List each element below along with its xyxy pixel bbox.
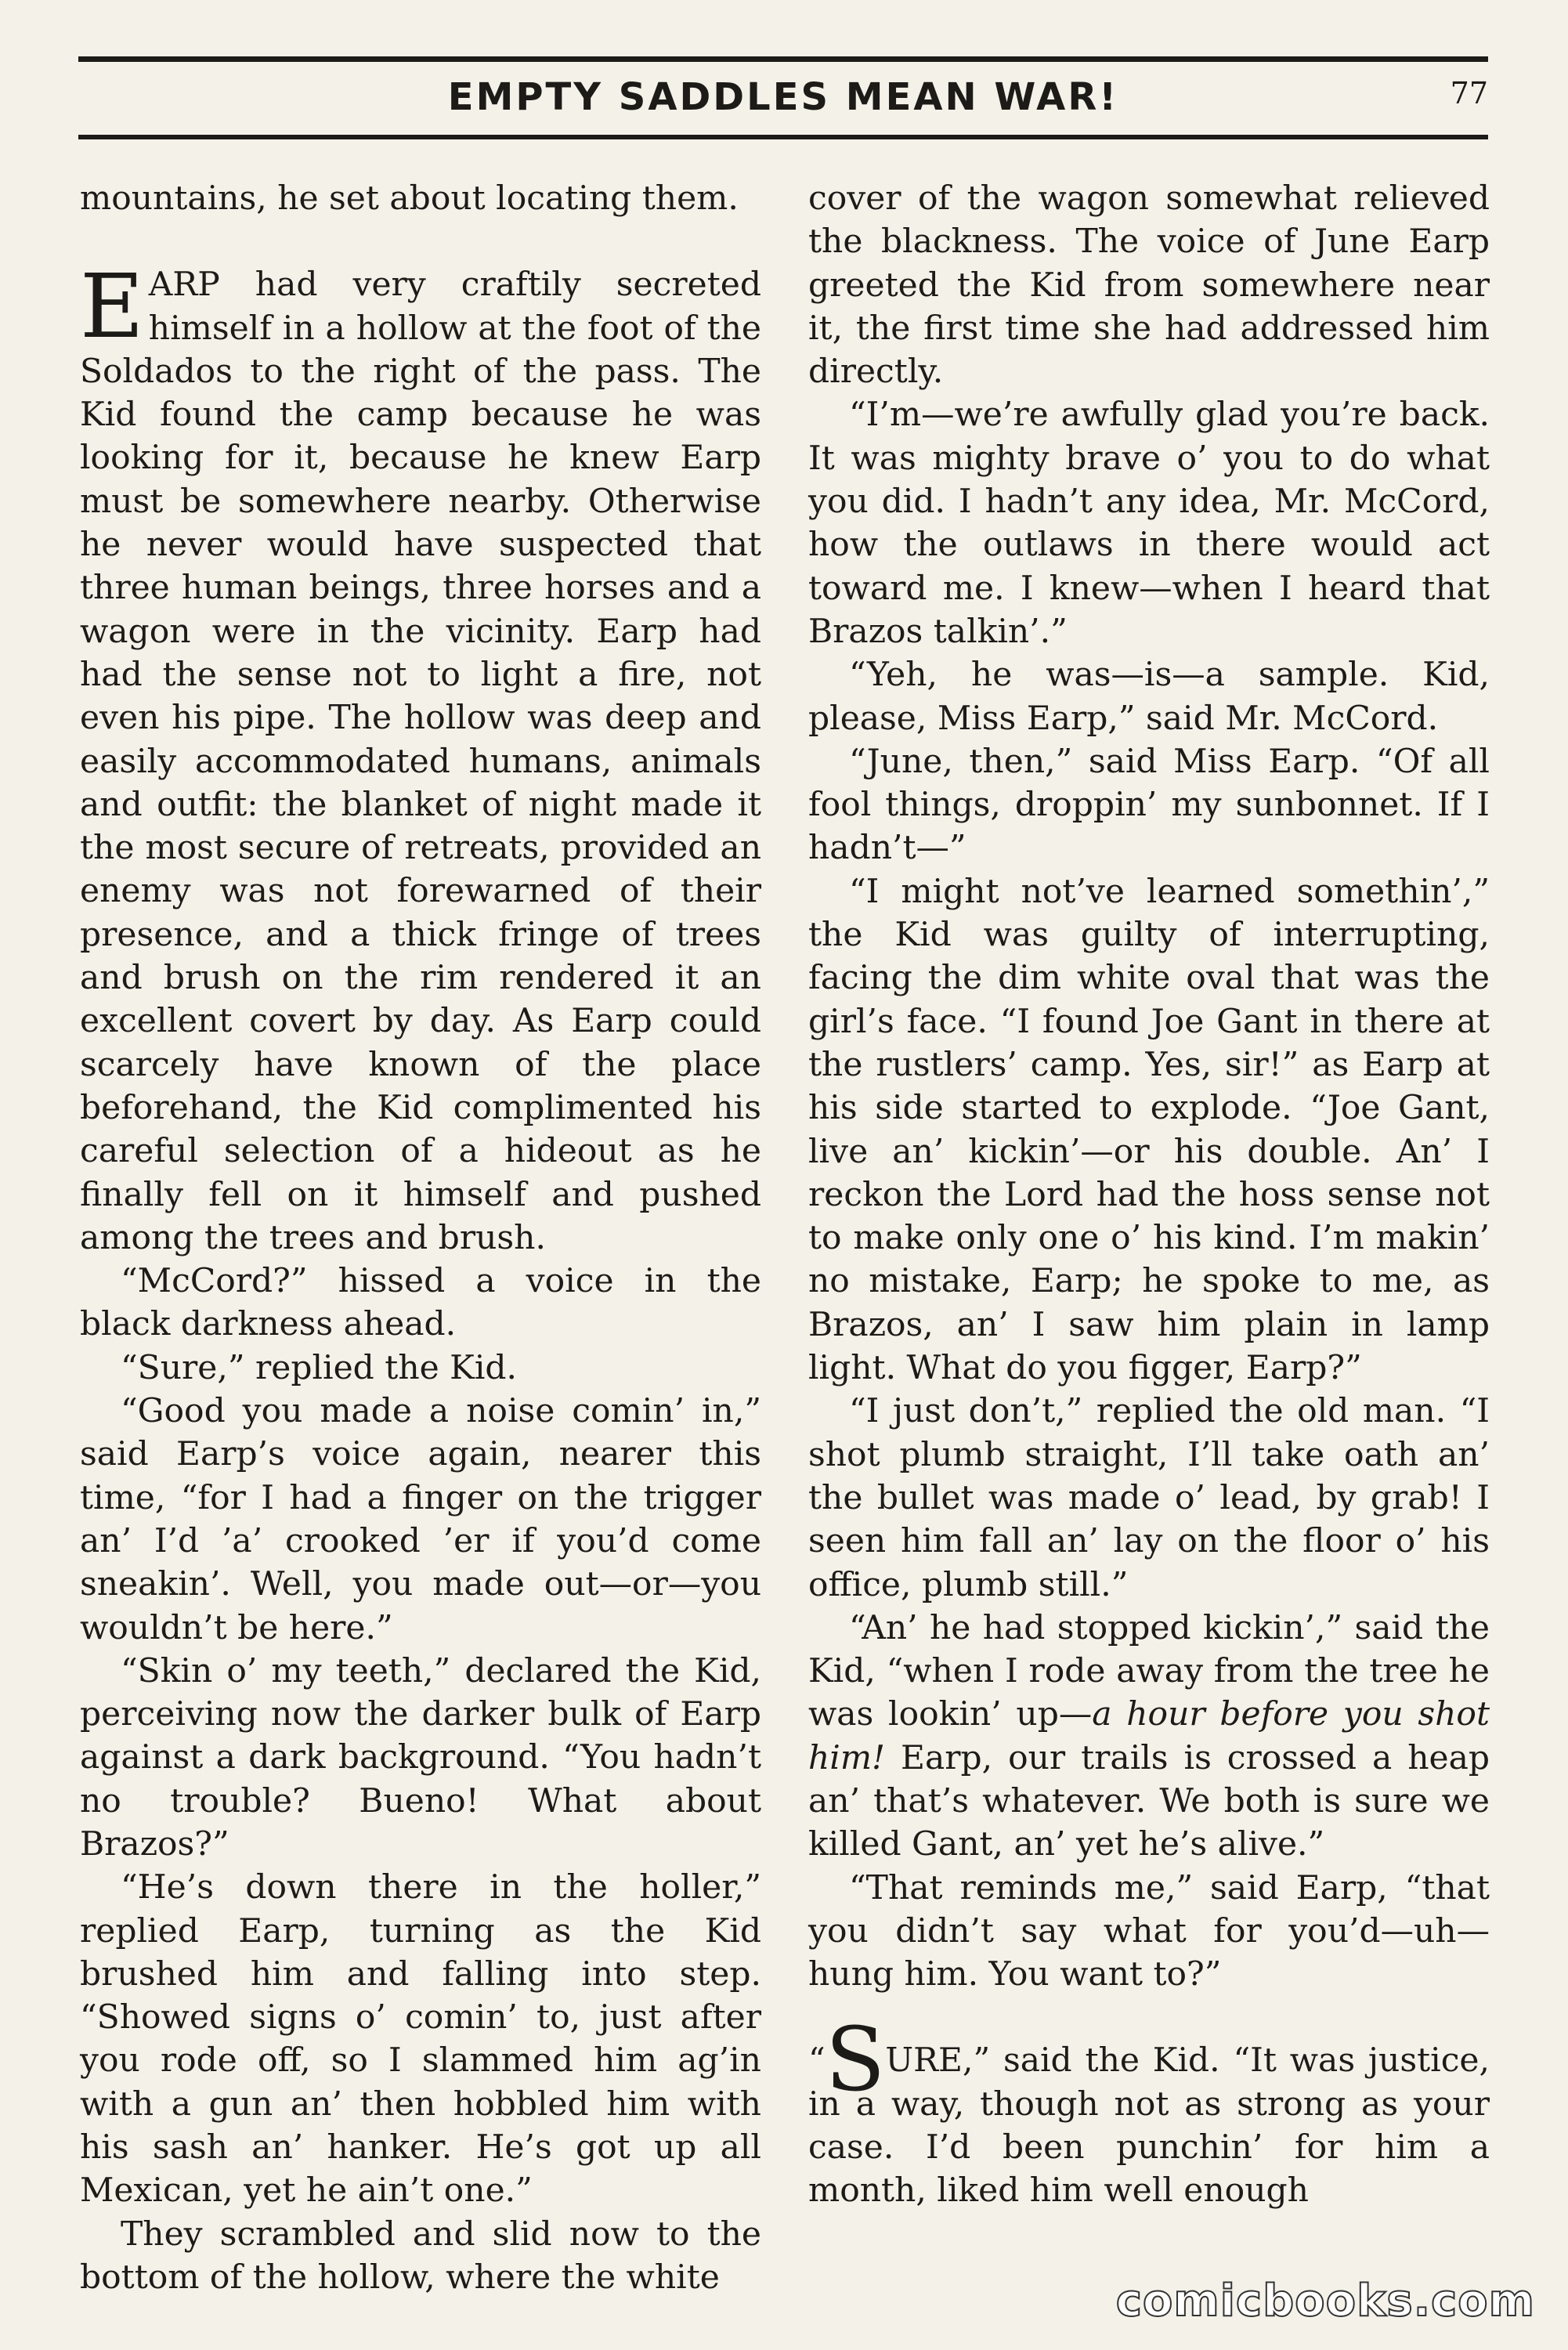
- paragraph: “Yeh, he was—is—a sample. Kid, please, Miss Earp,” said Mr. McCord.: [808, 655, 1490, 737]
- paragraph-text: ARP had very craftily secreted himself in a hollow at the foot of the Soldados to the right of the pass. The Kid found the camp because he was looking for it, because he knew Earp must be somewhere nearby. Otherwise he never would have suspected that three human beings, three horses and a wagon were in the vicinity. Earp had had the sense not to light a fire, not even his pipe. The hollow was deep and easily accommodated humans, animals and outfit: the blanket of night made it the most secure of retreats, provided an enemy was not forewarned of their presence, and a thick fringe of trees and brush on the rim rendered it an excellent covert by day. As Earp could scarcely have known of the place beforehand, the Kid complimented his careful selection of a hideout as he finally fell on it himself and pushed among the trees and brush.: [80, 265, 761, 1256]
- paragraph: mountains, he set about locating them.: [80, 179, 739, 217]
- running-title: EMPTY SADDLES MEAN WAR!: [447, 75, 1119, 119]
- paragraph: “Skin o’ my teeth,” declared the Kid, perceiving now the darker bulk of Earp against a dark background. “You hadn’t no trouble? Bueno! What about Brazos?”: [80, 1650, 761, 1863]
- paragraph: “I just don’t,” replied the old man. “I shot plumb straight, I’ll take oath an’ the bullet was made o’ lead, by grab! I seen him fall an’ lay on the floor o’ his office, plumb still.”: [808, 1391, 1490, 1603]
- drop-cap: E: [80, 256, 144, 359]
- left-column: [80, 176, 761, 2298]
- paragraph: cover of the wagon somewhat relieved the blackness. The voice of June Earp greeted the Kid from somewhere near it, the first time she had addressed him directly.: [808, 179, 1490, 391]
- italic-text: a hour before you shot him!: [808, 1694, 1490, 1777]
- paragraph: “Good you made a noise comin’ in,” said Earp’s voice again, nearer this time, “for I had a finger on the trigger an’ I’d ’a’ crooked ’er if you’d come sneakin’. Well, you made out—or—you wouldn’t be here.”: [80, 1391, 761, 1647]
- paragraph-text: URE,” said the Kid. “It was justice, in a way, though not as strong as your case. I’d been punchin’ for him a month, liked him well enough: [808, 2041, 1490, 2210]
- paragraph: “Sure,” replied the Kid.: [121, 1347, 518, 1386]
- paragraph: “McCord?” hissed a voice in the black darkness ahead.: [80, 1261, 761, 1343]
- header-bottom-rule: [78, 135, 1488, 139]
- paragraph: “I’m—we’re awfully glad you’re back. It was mighty brave o’ you to do what you did. I hadn’t any idea, Mr. McCord, how the outlaws in there would act toward me. I knew—when I heard that Brazos talkin’.”: [808, 395, 1490, 650]
- page-number: 77: [1450, 76, 1488, 110]
- paragraph: “That reminds me,” said Earp, “that you didn’t say what for you’d—uh—hung him. You want to?”: [808, 1867, 1490, 1994]
- watermark-logo: comicbooks.com: [1115, 2276, 1535, 2326]
- paragraph-dropcap: [808, 2009, 1490, 2211]
- paragraph: “He’s down there in the holler,” replied Earp, turning as the Kid brushed him and falling into step. “Showed signs o’ comin’ to, just after you rode off, so I slammed him ag’in with a gun an’ then hobbled him with his sash an’ hanker. He’s got up all Mexican, yet he ain’t one.”: [80, 1867, 761, 2210]
- paragraph: “I might not’ve learned somethin’,” the Kid was guilty of interrupting, facing the dim white oval that was the girl’s face. “I found Joe Gant in there at the rustlers’ camp. Yes, sir!” as Earp at his side started to explode. “Joe Gant, live an’ kickin’—or his double. An’ I reckon the Lord had the hoss sense not to make only one o’ his kind. I’m makin’ no mistake, Earp; he spoke to me, as Brazos, an’ I saw him plain in lamp light. What do you figger, Earp?”: [808, 871, 1490, 1387]
- paragraph-dropcap: [80, 256, 761, 1259]
- header-top-rule: [78, 56, 1488, 62]
- right-column: [808, 176, 1490, 2212]
- paragraph: “June, then,” said Miss Earp. “Of all fool things, droppin’ my sunbonnet. If I hadn’t—”: [808, 741, 1490, 867]
- drop-cap: S: [825, 2009, 886, 2112]
- paragraph: [808, 1606, 1490, 1866]
- paragraph-text: Earp, our trails is crossed a heap an’ that’s whatever. We both is sure we killed Gant, an’ yet he’s alive.”: [808, 1737, 1490, 1864]
- paragraph-text: “An’ he had stopped kickin’,” said the Kid, “when I rode away from the tree he was lookin’ up—: [808, 1607, 1490, 1734]
- paragraph: They scrambled and slid now to the bottom of the hollow, where the white: [80, 2214, 761, 2296]
- open-quote: “: [808, 2041, 826, 2080]
